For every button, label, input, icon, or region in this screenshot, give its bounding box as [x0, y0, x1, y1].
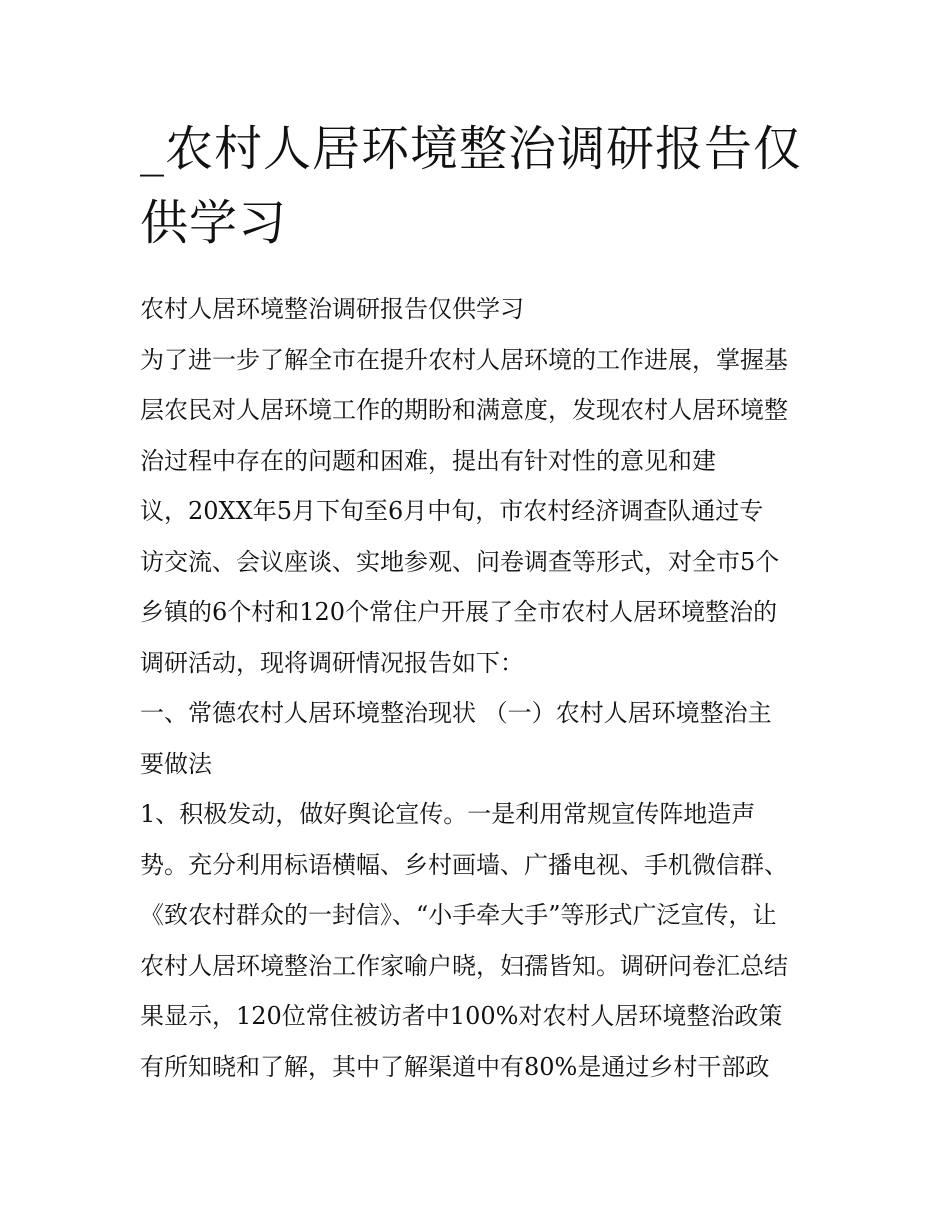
paragraph-line: 《致农村群众的一封信》、“小手牵大手”等形式广泛宣传，让 [140, 901, 777, 929]
paragraph-line: 为了进一步了解全市在提升农村人居环境的工作进展，掌握基 [140, 345, 788, 374]
paragraph-line: 势。充分利用标语横幅、乡村画墙、广播电视、手机微信群、 [140, 850, 788, 879]
paragraph-line: 治过程中存在的问题和困难，提出有针对性的意见和建 [140, 446, 716, 475]
document-title [140, 112, 820, 260]
paragraph-line: 1、积极发动，做好舆论宣传。一是利用常规宣传阵地造声 [140, 800, 756, 828]
section-heading-line: 一、常德农村人居环境整治现状 （一）农村人居环境整治主 [140, 699, 772, 727]
title-line: _农村人居环境整治调研报告仅 [140, 121, 803, 177]
document-subtitle: 农村人居环境整治调研报告仅供学习 [140, 295, 524, 323]
paragraph-line: 调研活动，现将调研情况报告如下： [140, 648, 524, 677]
paragraph-line: 议，20XX年5月下旬至6月中旬，市农村经济调查队通过专 [140, 497, 764, 525]
paragraph-line: 果显示，120位常住被访者中100%对农村人居环境整治政策 [140, 1002, 783, 1030]
title-line: 供学习 [140, 195, 288, 251]
document-body [140, 112, 820, 1092]
paragraph-line: 农村人居环境整治工作家喻户晓，妇孺皆知。调研问卷汇总结 [140, 951, 788, 980]
paragraph-line: 乡镇的6个村和120个常住户开展了全市农村人居环境整治的 [140, 598, 778, 626]
paragraph-line: 层农民对人居环境工作的期盼和满意度，发现农村人居环境整 [140, 396, 788, 424]
paragraph-line: 有所知晓和了解，其中了解渠道中有80%是通过乡村干部政 [140, 1052, 770, 1081]
paragraph-line: 访交流、会议座谈、实地参观、问卷调查等形式，对全市5个 [140, 547, 780, 576]
section-heading-line: 要做法 [140, 749, 212, 778]
